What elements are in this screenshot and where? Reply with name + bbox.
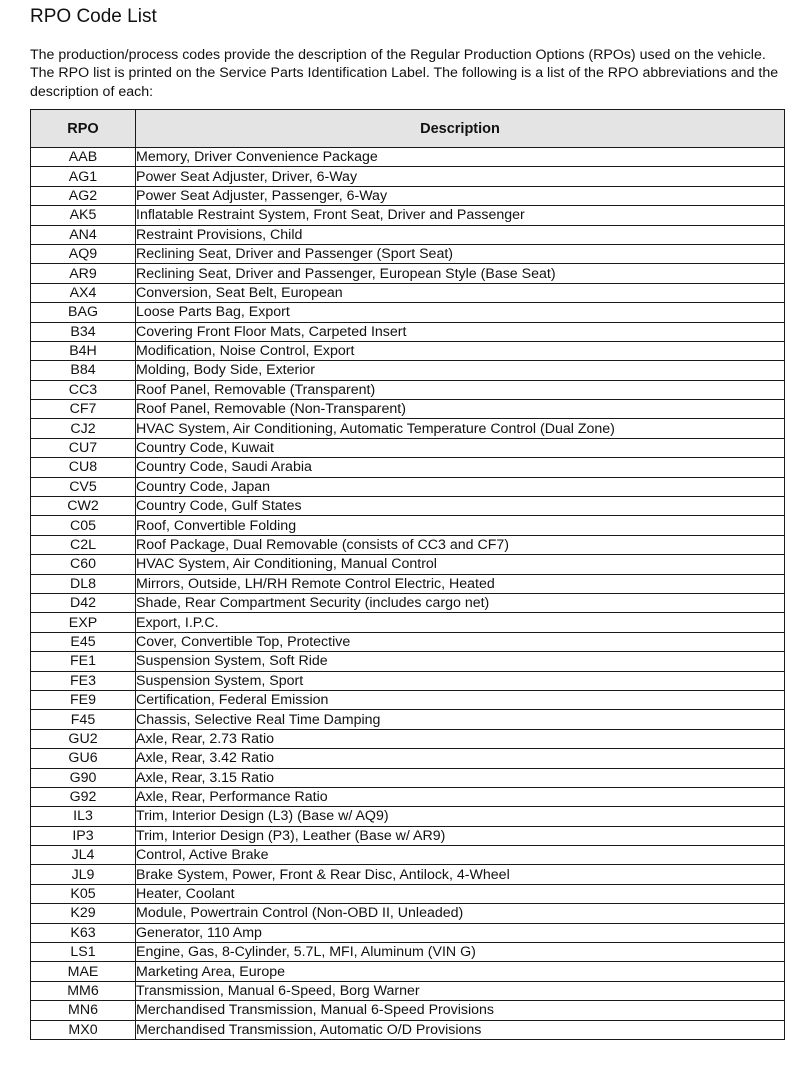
- rpo-code-cell: MN6: [31, 1001, 136, 1020]
- rpo-code-cell: DL8: [31, 574, 136, 593]
- table-row: [31, 690, 785, 709]
- rpo-code-cell: CF7: [31, 400, 136, 419]
- description-cell: Roof Panel, Removable (Transparent): [136, 380, 785, 399]
- table-row: [31, 555, 785, 574]
- rpo-code-cell: K29: [31, 904, 136, 923]
- description-cell: Covering Front Floor Mats, Carpeted Insert: [136, 322, 785, 341]
- table-row: [31, 943, 785, 962]
- description-cell: Restraint Provisions, Child: [136, 225, 785, 244]
- rpo-code-cell: GU2: [31, 729, 136, 748]
- table-row: [31, 962, 785, 981]
- description-cell: Country Code, Japan: [136, 477, 785, 496]
- table-body: [31, 148, 785, 1040]
- description-cell: Loose Parts Bag, Export: [136, 303, 785, 322]
- description-cell: Suspension System, Sport: [136, 671, 785, 690]
- table-row: [31, 303, 785, 322]
- rpo-code-cell: E45: [31, 632, 136, 651]
- table-row: [31, 361, 785, 380]
- rpo-code-cell: AR9: [31, 264, 136, 283]
- description-cell: Axle, Rear, 3.42 Ratio: [136, 749, 785, 768]
- rpo-code-cell: AX4: [31, 283, 136, 302]
- table-row: [31, 807, 785, 826]
- description-cell: Heater, Coolant: [136, 884, 785, 903]
- rpo-code-cell: K05: [31, 884, 136, 903]
- description-cell: Memory, Driver Convenience Package: [136, 148, 785, 167]
- description-cell: Brake System, Power, Front & Rear Disc, Antilock, 4-Wheel: [136, 865, 785, 884]
- rpo-code-cell: GU6: [31, 749, 136, 768]
- table-row: [31, 884, 785, 903]
- rpo-code-cell: B4H: [31, 341, 136, 360]
- rpo-code-cell: G90: [31, 768, 136, 787]
- table-row: [31, 380, 785, 399]
- description-cell: Country Code, Gulf States: [136, 497, 785, 516]
- description-cell: Roof Panel, Removable (Non-Transparent): [136, 400, 785, 419]
- rpo-code-cell: CU8: [31, 458, 136, 477]
- description-cell: Engine, Gas, 8-Cylinder, 5.7L, MFI, Aluminum (VIN G): [136, 943, 785, 962]
- description-cell: Roof, Convertible Folding: [136, 516, 785, 535]
- table-row: [31, 322, 785, 341]
- table-row: [31, 593, 785, 612]
- table-row: [31, 613, 785, 632]
- table-row: [31, 923, 785, 942]
- table-row: [31, 1001, 785, 1020]
- description-cell: Control, Active Brake: [136, 846, 785, 865]
- rpo-code-cell: K63: [31, 923, 136, 942]
- description-cell: Transmission, Manual 6-Speed, Borg Warner: [136, 981, 785, 1000]
- rpo-code-cell: C05: [31, 516, 136, 535]
- rpo-code-cell: CJ2: [31, 419, 136, 438]
- rpo-code-cell: FE9: [31, 690, 136, 709]
- rpo-code-cell: C2L: [31, 535, 136, 554]
- table-row: [31, 652, 785, 671]
- rpo-code-cell: MX0: [31, 1020, 136, 1039]
- table-row: [31, 671, 785, 690]
- description-cell: HVAC System, Air Conditioning, Automatic Temperature Control (Dual Zone): [136, 419, 785, 438]
- description-cell: Axle, Rear, 2.73 Ratio: [136, 729, 785, 748]
- description-cell: Trim, Interior Design (L3) (Base w/ AQ9): [136, 807, 785, 826]
- table-row: [31, 846, 785, 865]
- description-cell: Marketing Area, Europe: [136, 962, 785, 981]
- table-row: [31, 400, 785, 419]
- table-row: [31, 419, 785, 438]
- table-row: [31, 283, 785, 302]
- rpo-code-cell: BAG: [31, 303, 136, 322]
- rpo-code-cell: D42: [31, 593, 136, 612]
- table-row: [31, 167, 785, 186]
- table-row: [31, 438, 785, 457]
- description-cell: Shade, Rear Compartment Security (includes cargo net): [136, 593, 785, 612]
- table-row: [31, 535, 785, 554]
- description-cell: Chassis, Selective Real Time Damping: [136, 710, 785, 729]
- rpo-code-cell: G92: [31, 787, 136, 806]
- description-cell: Country Code, Kuwait: [136, 438, 785, 457]
- table-row: [31, 749, 785, 768]
- rpo-code-cell: FE3: [31, 671, 136, 690]
- rpo-code-cell: CU7: [31, 438, 136, 457]
- table-row: [31, 477, 785, 496]
- description-cell: Merchandised Transmission, Automatic O/D Provisions: [136, 1020, 785, 1039]
- table-row: [31, 768, 785, 787]
- rpo-code-cell: FE1: [31, 652, 136, 671]
- rpo-code-cell: CC3: [31, 380, 136, 399]
- description-cell: Inflatable Restraint System, Front Seat, Driver and Passenger: [136, 206, 785, 225]
- rpo-code-cell: B84: [31, 361, 136, 380]
- rpo-code-cell: AK5: [31, 206, 136, 225]
- table-row: [31, 981, 785, 1000]
- rpo-code-cell: CW2: [31, 497, 136, 516]
- rpo-code-cell: IL3: [31, 807, 136, 826]
- table-row: [31, 574, 785, 593]
- table-row: [31, 1020, 785, 1039]
- table-row: [31, 632, 785, 651]
- rpo-table: [30, 109, 785, 1040]
- table-row: [31, 341, 785, 360]
- rpo-code-cell: C60: [31, 555, 136, 574]
- rpo-code-cell: CV5: [31, 477, 136, 496]
- description-cell: Reclining Seat, Driver and Passenger, European Style (Base Seat): [136, 264, 785, 283]
- description-cell: Export, I.P.C.: [136, 613, 785, 632]
- description-cell: Merchandised Transmission, Manual 6-Speed Provisions: [136, 1001, 785, 1020]
- description-cell: Axle, Rear, 3.15 Ratio: [136, 768, 785, 787]
- rpo-code-cell: F45: [31, 710, 136, 729]
- table-row: [31, 787, 785, 806]
- description-cell: Conversion, Seat Belt, European: [136, 283, 785, 302]
- rpo-code-cell: MAE: [31, 962, 136, 981]
- page-title: RPO Code List: [30, 6, 157, 27]
- description-cell: Suspension System, Soft Ride: [136, 652, 785, 671]
- description-cell: Country Code, Saudi Arabia: [136, 458, 785, 477]
- table-row: [31, 497, 785, 516]
- table-header-row: [31, 110, 785, 148]
- rpo-code-cell: IP3: [31, 826, 136, 845]
- description-cell: Power Seat Adjuster, Driver, 6-Way: [136, 167, 785, 186]
- table-row: [31, 244, 785, 263]
- table-row: [31, 206, 785, 225]
- description-cell: Cover, Convertible Top, Protective: [136, 632, 785, 651]
- table-row: [31, 865, 785, 884]
- rpo-code-cell: AN4: [31, 225, 136, 244]
- table-row: [31, 729, 785, 748]
- description-cell: Molding, Body Side, Exterior: [136, 361, 785, 380]
- rpo-code-cell: JL9: [31, 865, 136, 884]
- rpo-code-cell: EXP: [31, 613, 136, 632]
- description-cell: Trim, Interior Design (P3), Leather (Base w/ AR9): [136, 826, 785, 845]
- rpo-code-cell: LS1: [31, 943, 136, 962]
- rpo-code-cell: MM6: [31, 981, 136, 1000]
- description-cell: Power Seat Adjuster, Passenger, 6-Way: [136, 186, 785, 205]
- table-row: [31, 225, 785, 244]
- rpo-code-cell: AG1: [31, 167, 136, 186]
- header-description: Description: [136, 110, 785, 148]
- rpo-code-cell: JL4: [31, 846, 136, 865]
- table-row: [31, 516, 785, 535]
- description-cell: Modification, Noise Control, Export: [136, 341, 785, 360]
- description-cell: Roof Package, Dual Removable (consists of CC3 and CF7): [136, 535, 785, 554]
- rpo-code-cell: AQ9: [31, 244, 136, 263]
- rpo-code-cell: AAB: [31, 148, 136, 167]
- rpo-code-cell: AG2: [31, 186, 136, 205]
- table-row: [31, 904, 785, 923]
- table-row: [31, 186, 785, 205]
- table-row: [31, 458, 785, 477]
- description-cell: Certification, Federal Emission: [136, 690, 785, 709]
- description-cell: Reclining Seat, Driver and Passenger (Sport Seat): [136, 244, 785, 263]
- rpo-code-cell: B34: [31, 322, 136, 341]
- description-cell: Module, Powertrain Control (Non-OBD II, Unleaded): [136, 904, 785, 923]
- description-cell: Mirrors, Outside, LH/RH Remote Control Electric, Heated: [136, 574, 785, 593]
- table-row: [31, 826, 785, 845]
- description-cell: HVAC System, Air Conditioning, Manual Control: [136, 555, 785, 574]
- header-rpo: RPO: [31, 110, 136, 148]
- table-row: [31, 710, 785, 729]
- description-cell: Axle, Rear, Performance Ratio: [136, 787, 785, 806]
- intro-paragraph: The production/process codes provide the description of the Regular Production Options (RPOs) used on the vehicle. The RPO list is printed on the Service Parts Identification Label. The following is a list of the RPO abbreviations and the description of each:: [30, 47, 779, 100]
- description-cell: Generator, 110 Amp: [136, 923, 785, 942]
- table-row: [31, 148, 785, 167]
- table-row: [31, 264, 785, 283]
